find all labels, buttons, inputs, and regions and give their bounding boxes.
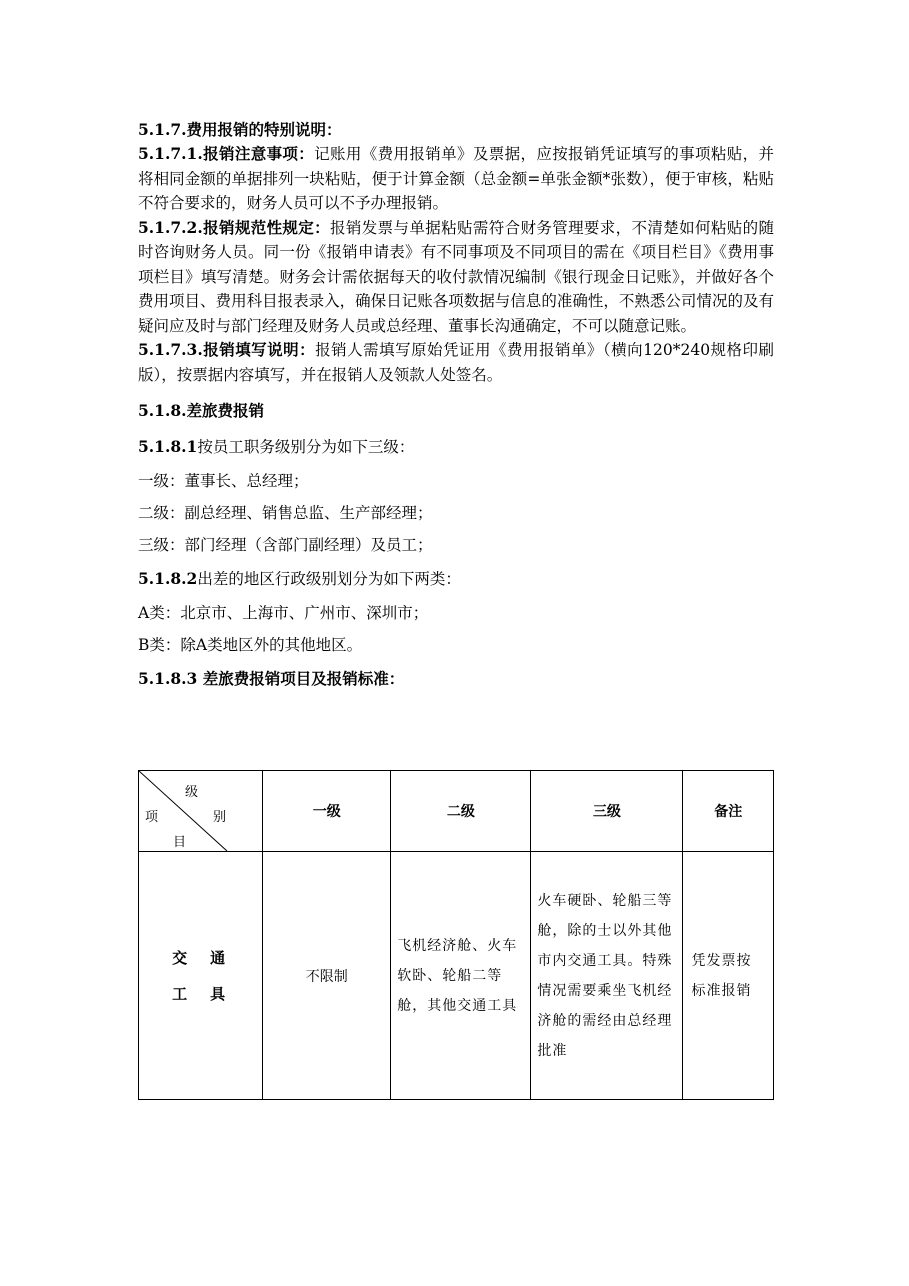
level-item: 一级：董事长、总经理；	[138, 472, 309, 490]
corner-label-right: 别	[213, 810, 227, 825]
row-item-line: 交 通	[172, 948, 230, 967]
cell-level-3	[531, 852, 683, 1100]
row-item-line: 工 具	[172, 984, 230, 1003]
diagonal-header-cell	[139, 771, 263, 852]
region-item: A类：北京市、上海市、广州市、深圳市；	[138, 604, 429, 622]
header-remark: 备注	[683, 771, 774, 852]
paragraph-5173	[138, 338, 774, 387]
section-heading-518: 5.1.8.差旅费报销	[138, 401, 265, 420]
subsection-5182	[138, 567, 774, 591]
subsection-label: 5.1.8.2	[138, 569, 198, 588]
cell-text: 飞机经济舱、火车软卧、轮船二等舱，其他交通工具	[397, 937, 518, 1014]
section-heading-517: 5.1.7.费用报销的特别说明：	[138, 120, 342, 139]
header-level-3: 三级	[531, 771, 683, 852]
paragraph-5171	[138, 142, 774, 216]
subsection-5183-heading: 5.1.8.3 差旅费报销项目及报销标准：	[138, 669, 405, 688]
corner-label-left: 项	[145, 810, 159, 825]
paragraph-label: 5.1.7.2.报销规范性规定：	[138, 217, 331, 237]
table-header-row	[139, 771, 774, 852]
subsection-text: 按员工职务级别分为如下三级：	[197, 438, 415, 456]
paragraph-label: 5.1.7.3.报销填写说明：	[138, 340, 316, 359]
paragraph-label: 5.1.7.1.报销注意事项：	[138, 144, 315, 163]
paragraph-5172	[138, 216, 774, 339]
travel-expense-table	[138, 770, 774, 1100]
region-item: B类：除A类地区外的其他地区。	[138, 636, 363, 654]
subsection-5181	[138, 435, 774, 459]
paragraph-text: 记账用《费用报销单》及票据，应按报销凭证填写的事项粘贴，并将相同金额的单据排列一块粘贴，便于计算金额（总金额=单张金额*张数），便于审核，粘贴不符合要求的，财务人员可以不予办理报销。	[138, 145, 774, 212]
cell-text: 火车硬卧、轮船三等舱，除的士以外其他市内交通工具。特殊情况需要乘坐飞机经济舱的需经由总经理批准	[537, 892, 673, 1059]
row-item-cell	[139, 852, 263, 1100]
cell-remark	[683, 852, 774, 1100]
corner-label-bottom: 目	[173, 835, 187, 850]
level-item: 二级：副总经理、销售总监、生产部经理；	[138, 504, 433, 522]
paragraph-text: 报销发票与单据粘贴需符合财务管理要求，不清楚如何粘贴的随时咨询财务人员。同一份《报销申请表》有不同事项及不同项目的需在《项目栏目》《费用事项栏目》填写清楚。财务会计需依据每天的收付款情况编制《银行现金日记账》，并做好各个费用项目、费用科目报表录入，确保日记账各项数据与信息的准确性，不熟悉公司情况的及有疑问应及时与部门经理及财务人员或总经理、董事长沟通确定，不可以随意记账。	[138, 218, 774, 335]
level-item: 三级：部门经理（含部门副经理）及员工；	[138, 536, 433, 554]
subsection-text: 出差的地区行政级别划分为如下两类：	[197, 570, 461, 588]
cell-level-2	[391, 852, 531, 1100]
cell-level-1	[263, 852, 391, 1100]
document-body	[138, 118, 774, 691]
table-row	[139, 852, 774, 1100]
header-level-1: 一级	[263, 771, 391, 852]
cell-text: 凭发票按标准报销	[691, 952, 752, 999]
corner-label-top: 级	[185, 785, 199, 800]
cell-text: 不限制	[305, 968, 348, 985]
paragraph-text: 报销人需填写原始凭证用《费用报销单》（横向120*240规格印刷版），按票据内容填写，并在报销人及领款人处签名。	[138, 341, 775, 384]
header-level-2: 二级	[391, 771, 531, 852]
subsection-label: 5.1.8.1	[138, 437, 198, 456]
